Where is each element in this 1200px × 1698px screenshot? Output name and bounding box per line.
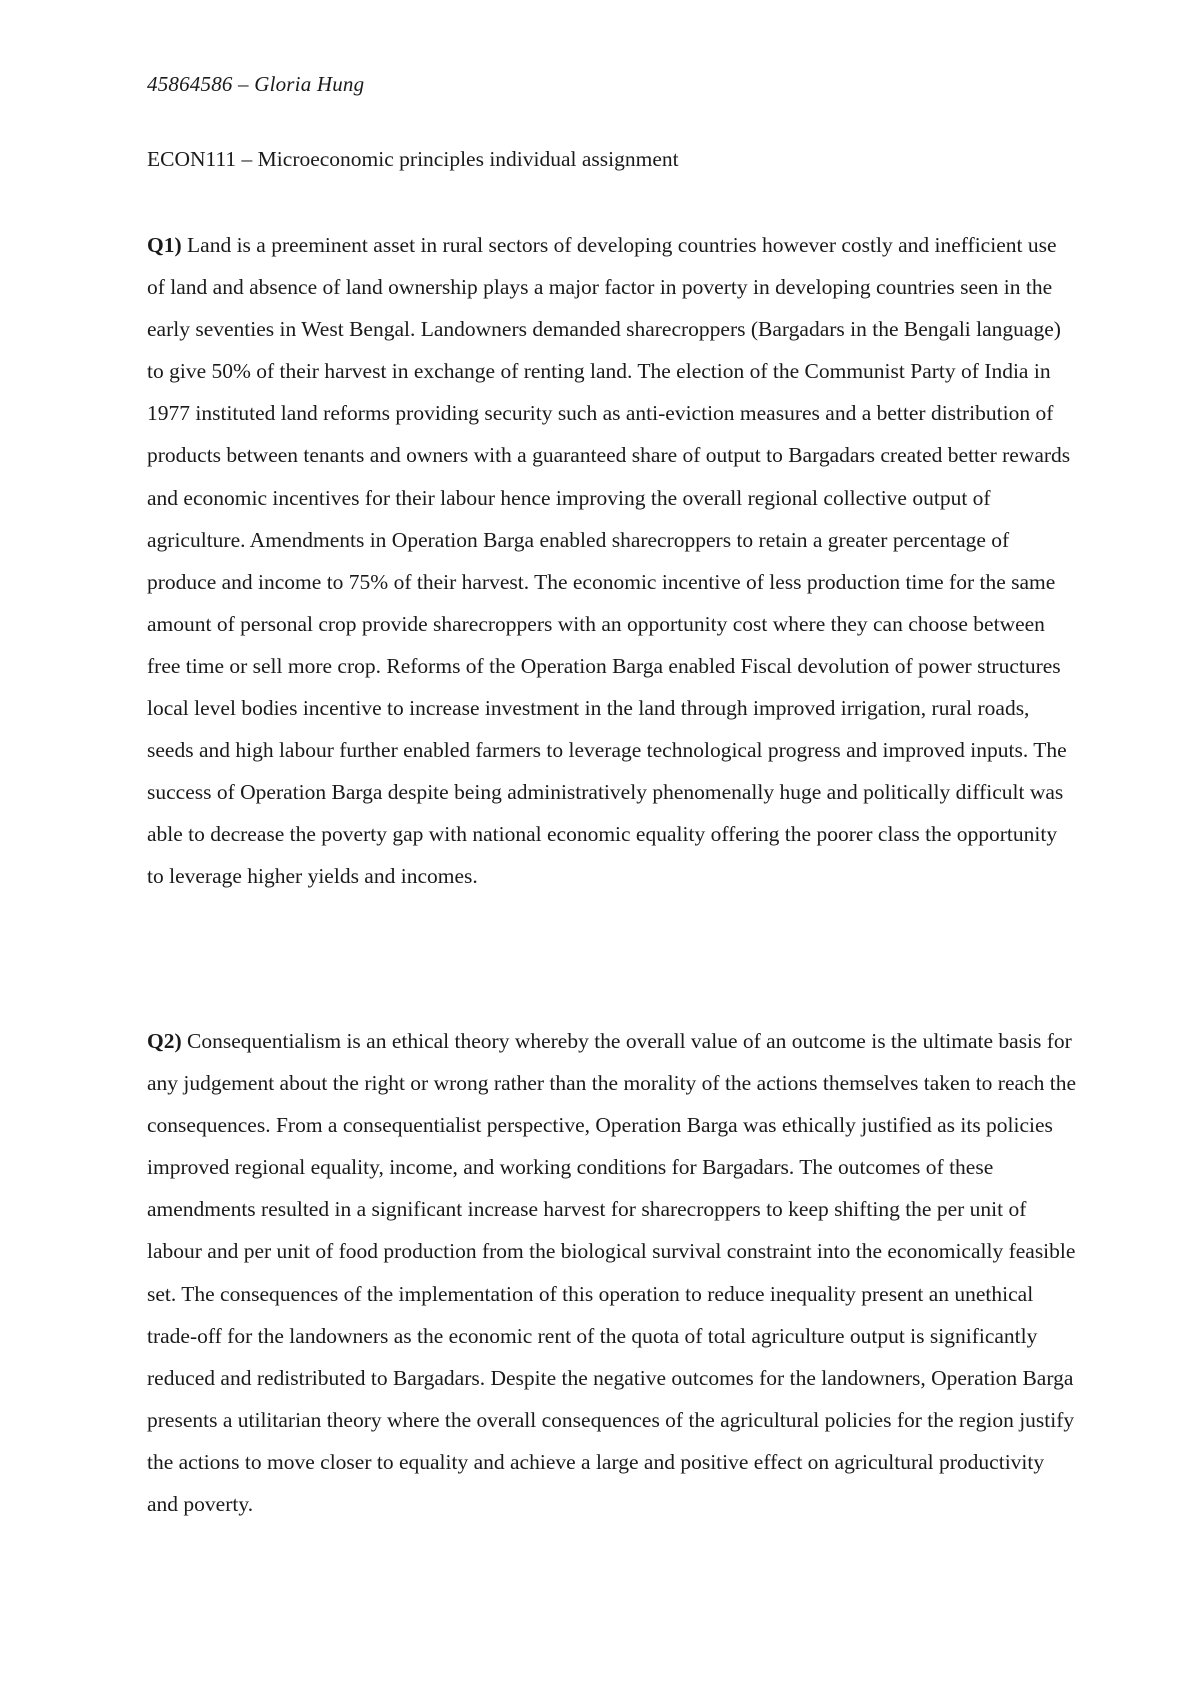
answer-q2-text: Consequentialism is an ethical theory whereby the overall value of an outcome is the ultimate basis for any judgement about the right or wrong rather than the morality of the actions themselves taken to reach the consequences. From a consequentialist perspective, Operation Barga was ethically justified as its policies improved regional equality, income, and working conditions for Bargadars. The outcomes of these amendments resulted in a significant increase harvest for sharecroppers to keep shifting the per unit of labour and per unit of food production from the biological survival constraint into the economically feasible set. The consequences of the implementation of this operation to reduce inequality present an unethical trade-off for the landowners as the economic rent of the quota of total agriculture output is significantly reduced and redistributed to Bargadars. Despite the negative outcomes for the landowners, Operation Barga presents a utilitarian theory where the overall consequences of the agricultural policies for the region justify the actions to move closer to equality and achieve a large and positive effect on agricultural productivity and poverty. [147, 1029, 1076, 1517]
answer-q1-label: Q1) [147, 233, 182, 257]
assignment-title: ECON111 – Microeconomic principles individual assignment [147, 147, 679, 171]
answer-q1-paragraph [147, 224, 1077, 898]
answer-q1-text: Land is a preeminent asset in rural sectors of developing countries however costly and inefficient use of land and absence of land ownership plays a major factor in poverty in developing countries seen in the early seventies in West Bengal. Landowners demanded sharecroppers (Bargadars in the Bengali language) to give 50% of their harvest in exchange of renting land. The election of the Communist Party of India in 1977 instituted land reforms providing security such as anti-eviction measures and a better distribution of products between tenants and owners with a guaranteed share of output to Bargadars created better rewards and economic incentives for their labour hence improving the overall regional collective output of agriculture. Amendments in Operation Barga enabled sharecroppers to retain a greater percentage of produce and income to 75% of their harvest. The economic incentive of less production time for the same amount of personal crop provide sharecroppers with an opportunity cost where they can choose between free time or sell more crop. Reforms of the Operation Barga enabled Fiscal devolution of power structures local level bodies incentive to increase investment in the land through improved irrigation, rural roads, seeds and high labour further enabled farmers to leverage technological progress and improved inputs. The success of Operation Barga despite being administratively phenomenally huge and politically difficult was able to decrease the poverty gap with national economic equality offering the poorer class the opportunity to leverage higher yields and incomes. [147, 233, 1071, 889]
answer-q2-label: Q2) [147, 1029, 182, 1053]
answer-q2-paragraph [147, 1020, 1077, 1525]
student-id-name-header: 45864586 – Gloria Hung [147, 72, 365, 96]
